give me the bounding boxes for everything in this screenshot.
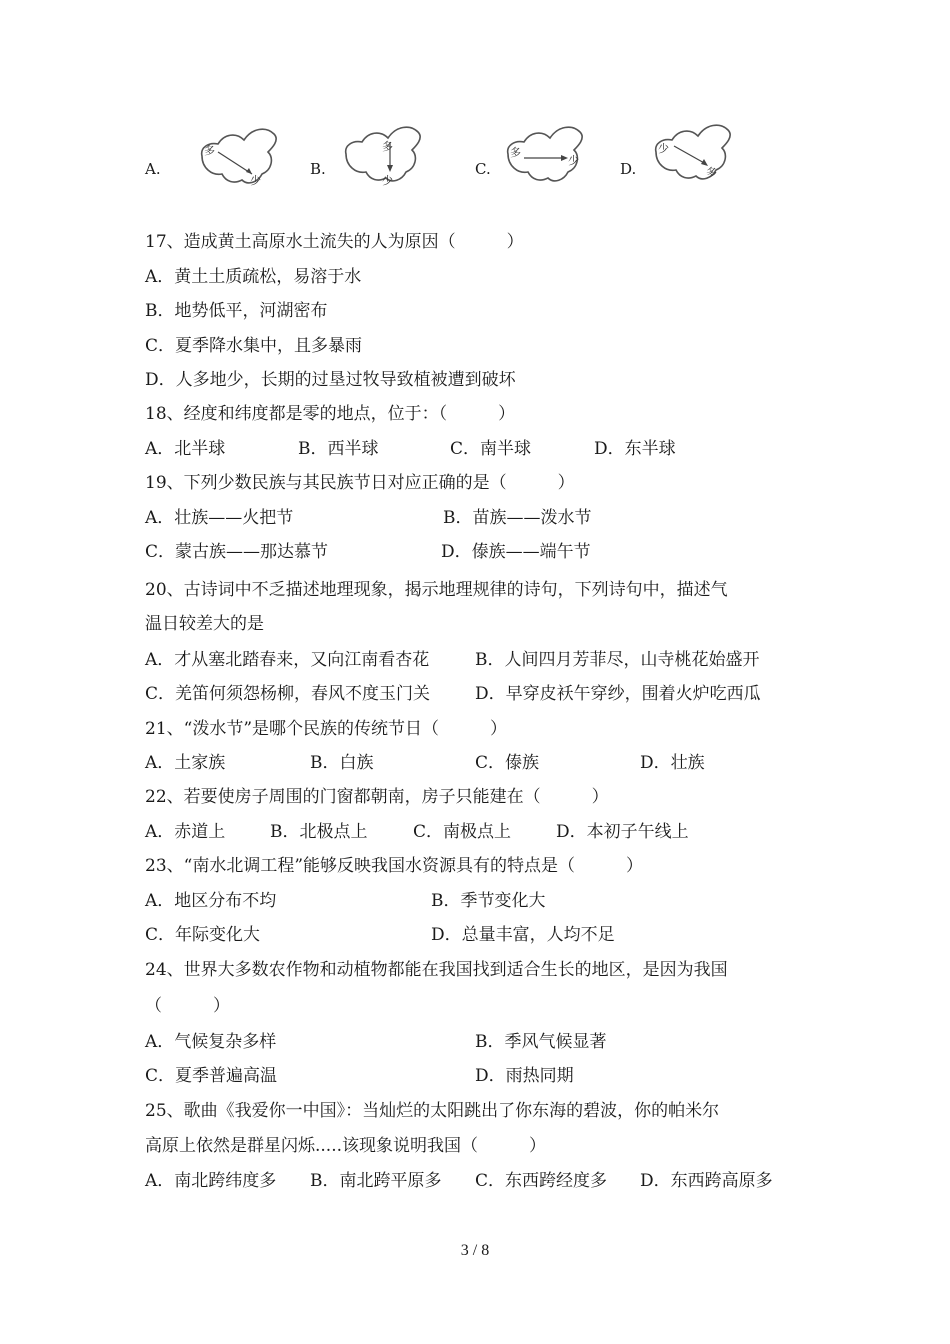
map-option-label-b: B. — [310, 160, 326, 178]
question-20-option-b: B．人间四月芳菲尽，山寺桃花始盛开 — [475, 650, 760, 670]
question-17-option-a: A．黄土土质疏松，易溶于水 — [145, 267, 362, 287]
question-24-option-a: A．气候复杂多样 — [145, 1032, 277, 1052]
map-d-less: 多 — [706, 166, 717, 179]
china-map-d-icon — [648, 118, 744, 196]
question-24-option-d: D．雨热同期 — [475, 1066, 574, 1086]
question-25-option-b: B．南北跨平原多 — [310, 1171, 442, 1191]
map-a-less: 少 — [250, 174, 261, 187]
question-19-stem: 19、下列少数民族与其民族节日对应正确的是（ ） — [145, 473, 575, 493]
question-19-option-b: B．苗族——泼水节 — [443, 508, 592, 528]
question-18-option-a: A．北半球 — [145, 439, 226, 459]
question-23-option-d: D．总量丰富，人均不足 — [431, 925, 615, 945]
question-22-option-c: C．南极点上 — [413, 822, 512, 842]
question-21-option-a: A．土家族 — [145, 753, 226, 773]
question-25-option-a: A．南北跨纬度多 — [145, 1171, 277, 1191]
question-17-stem: 17、造成黄土高原水土流失的人为原因（ ） — [145, 232, 524, 252]
map-c-less: 少 — [568, 154, 579, 167]
question-21-option-d: D．壮族 — [640, 753, 705, 773]
question-19-option-a: A．壮族——火把节 — [145, 508, 294, 528]
question-18-option-b: B．西半球 — [298, 439, 379, 459]
map-a-more: 多 — [204, 144, 215, 157]
question-20-option-d: D．早穿皮袄午穿纱，围着火炉吃西瓜 — [475, 684, 761, 704]
map-option-label-d: D. — [620, 160, 637, 178]
map-b-more: 多 — [382, 140, 393, 153]
question-17-option-d: D．人多地少，长期的过垦过牧导致植被遭到破坏 — [145, 370, 516, 390]
question-20-stem: 20、古诗词中不乏描述地理现象，揭示地理规律的诗句，下列诗句中，描述气 — [145, 580, 728, 600]
map-d-more: 少 — [658, 142, 669, 155]
question-17-option-c: C．夏季降水集中，且多暴雨 — [145, 336, 363, 356]
question-24-stem-continued: （ ） — [145, 996, 230, 1016]
question-20-option-c: C．羌笛何须怨杨柳，春风不度玉门关 — [145, 684, 431, 704]
china-map-a-icon — [192, 118, 288, 196]
china-map-b-icon — [338, 118, 434, 196]
question-25-option-d: D．东西跨高原多 — [640, 1171, 773, 1191]
question-21-stem: 21、“泼水节”是哪个民族的传统节日（ ） — [145, 719, 508, 739]
question-24-stem: 24、世界大多数农作物和动植物都能在我国找到适合生长的地区，是因为我国 — [145, 960, 728, 980]
question-23-stem: 23、“南水北调工程”能够反映我国水资源具有的特点是（ ） — [145, 856, 644, 876]
question-23-option-b: B．季节变化大 — [431, 891, 546, 911]
map-option-label-a: A. — [145, 160, 161, 178]
china-map-c-icon — [500, 118, 596, 196]
map-b-less: 少 — [382, 174, 393, 187]
question-22-option-b: B．北极点上 — [270, 822, 368, 842]
question-19-option-d: D．傣族——端午节 — [441, 542, 591, 562]
question-18-option-d: D．东半球 — [594, 439, 676, 459]
question-20-option-a: A．才从塞北踏春来，又向江南看杏花 — [145, 650, 430, 670]
question-23-option-a: A．地区分布不均 — [145, 891, 277, 911]
page-number: 3 / 8 — [460, 1242, 490, 1259]
question-22-stem: 22、若要使房子周围的门窗都朝南，房子只能建在（ ） — [145, 787, 609, 807]
question-25-option-c: C．东西跨经度多 — [475, 1171, 608, 1191]
question-19-option-c: C．蒙古族——那达慕节 — [145, 542, 329, 562]
map-option-label-c: C. — [475, 160, 491, 178]
question-17-option-b: B．地势低平，河湖密布 — [145, 301, 328, 321]
question-21-option-c: C．傣族 — [475, 753, 540, 773]
question-22-option-d: D．本初子午线上 — [556, 822, 689, 842]
question-23-option-c: C．年际变化大 — [145, 925, 261, 945]
question-21-option-b: B．白族 — [310, 753, 374, 773]
question-20-stem-continued: 温日较差大的是 — [145, 614, 264, 634]
question-24-option-b: B．季风气候显著 — [475, 1032, 607, 1052]
question-22-option-a: A．赤道上 — [145, 822, 226, 842]
question-18-stem: 18、经度和纬度都是零的地点，位于：（ ） — [145, 404, 516, 424]
question-24-option-c: C．夏季普遍高温 — [145, 1066, 278, 1086]
map-options-row — [0, 118, 950, 198]
map-c-more: 多 — [510, 146, 521, 159]
question-18-option-c: C．南半球 — [450, 439, 532, 459]
question-25-stem-continued: 高原上依然是群星闪烁.....该现象说明我国（ ） — [145, 1136, 547, 1156]
question-25-stem: 25、歌曲《我爱你一中国》：当灿烂的太阳跳出了你东海的碧波，你的帕米尔 — [145, 1101, 720, 1121]
